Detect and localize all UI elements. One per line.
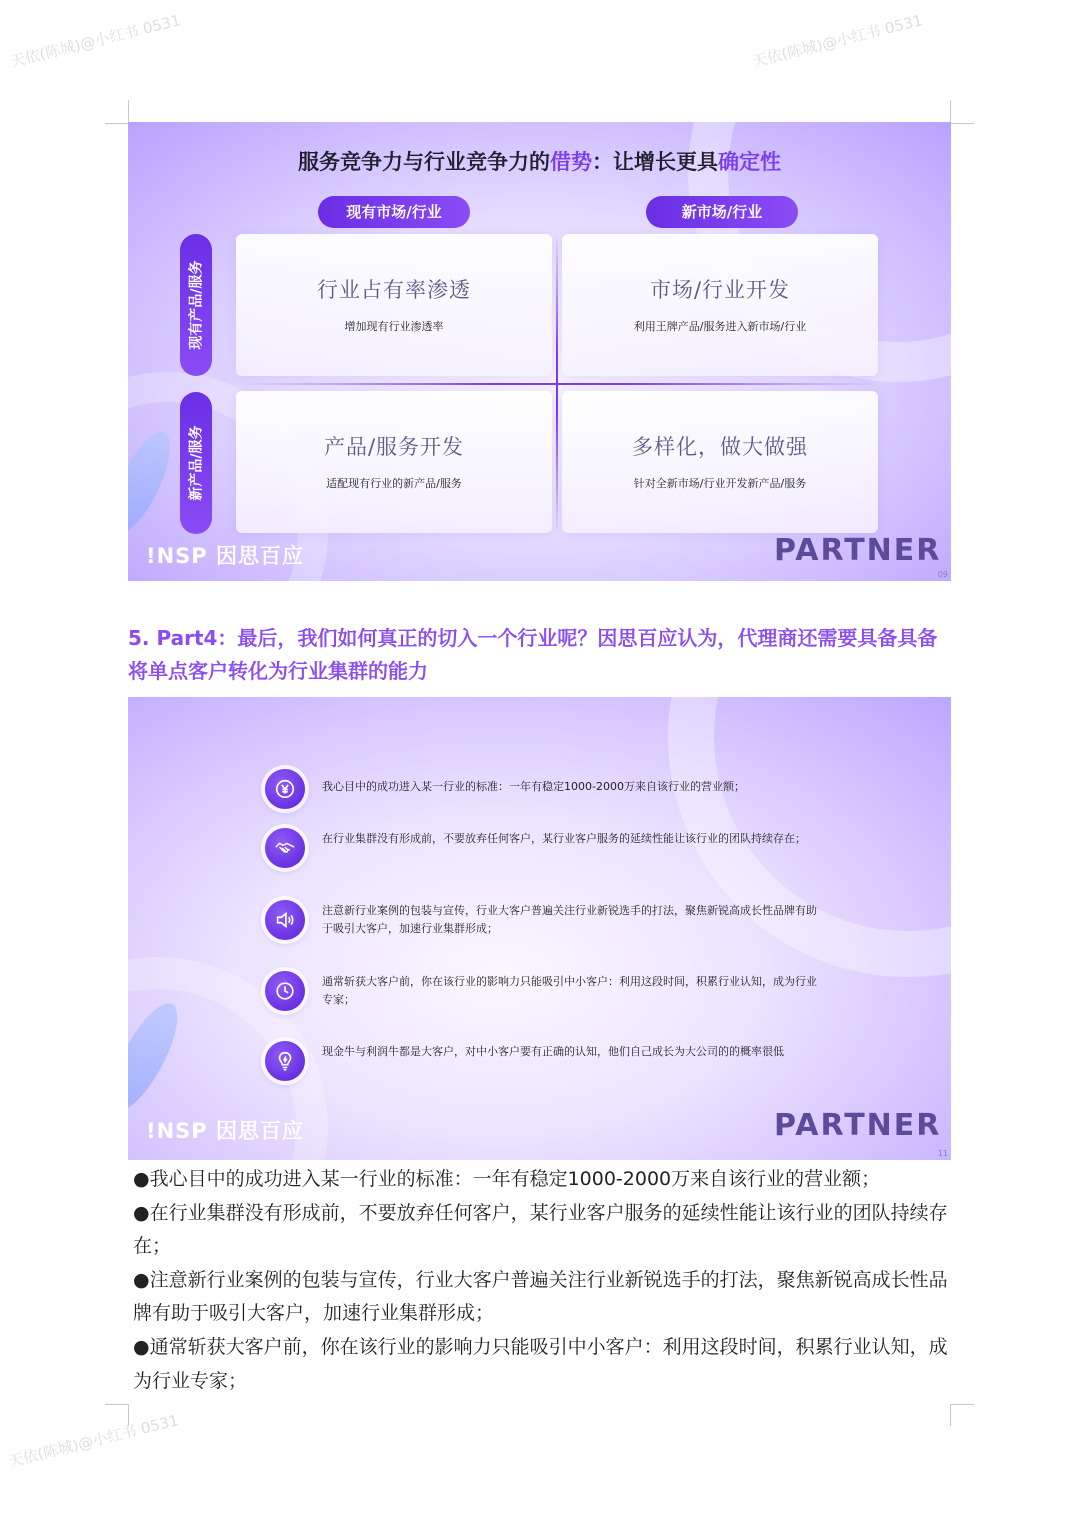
row-label-existing-product: 现有产品/服务 — [180, 234, 212, 376]
slide-growth-matrix — [128, 122, 951, 581]
row-label-new-product: 新产品/服务 — [180, 392, 212, 534]
quadrant-diversification — [562, 391, 878, 533]
body-paragraph: ●通常斩获大客户前，你在该行业的影响力只能吸引中小客户：利用这段时间，积累行业认知，成为行业专家； — [133, 1335, 948, 1392]
crop-mark-top-left — [105, 100, 129, 124]
quadrant-title: 市场/行业开发 — [649, 278, 791, 302]
bullet-item: 现金牛与利润牛都是大客户，对中小客户要有正确的认知，他们自己成长为大公司的的概率很低 — [265, 1041, 825, 1081]
lightbulb-icon — [265, 1041, 305, 1081]
column-label-existing-market: 现有市场/行业 — [318, 196, 470, 228]
slide-industry-cluster — [128, 697, 951, 1160]
section-heading: 5. Part4：最后，我们如何真正的切入一个行业呢？因思百应认为，代理商还需要具备具备将单点客户转化为行业集群的能力 — [128, 626, 938, 683]
partner-logo: PARTNER — [774, 1108, 942, 1143]
slide-page-number: 09 — [937, 570, 948, 579]
crop-mark-top-right — [950, 100, 974, 124]
body-paragraph: ●我心目中的成功进入某一行业的标准：一年有稳定1000-2000万来自该行业的营业额； — [133, 1168, 881, 1190]
quadrant-title: 多样化，做大做强 — [632, 435, 808, 459]
slide-title: 服务竞争力与行业竞争力的借势：让增长更具确定性 — [298, 150, 781, 174]
bullet-item: 注意新行业案例的包装与宣传，行业大客户普遍关注行业新锐选手的打法，聚焦新锐高成长性品牌有助于吸引大客户，加速行业集群形成； — [265, 900, 825, 940]
quadrant-title: 产品/服务开发 — [323, 435, 465, 459]
watermark: 天依(陈城)@小红书 0531 — [6, 1411, 181, 1471]
bullet-item: 通常斩获大客户前，你在该行业的影响力只能吸引中小客户：利用这段时间，积累行业认知，成为行业专家； — [265, 971, 825, 1011]
quadrant-subtitle: 增加现有行业渗透率 — [344, 320, 444, 333]
insp-logo: !NSP 因思百应 — [146, 544, 304, 568]
handshake-icon — [265, 828, 305, 868]
body-paragraph: ●在行业集群没有形成前，不要放弃任何客户，某行业客户服务的延续性能让该行业的团队持续存在； — [133, 1201, 948, 1258]
body-text — [133, 1163, 951, 1398]
quadrant-market-development — [562, 234, 878, 376]
clock-icon — [265, 971, 305, 1011]
quadrant-market-penetration — [236, 234, 552, 376]
body-paragraph: ●注意新行业案例的包装与宣传，行业大客户普遍关注行业新锐选手的打法，聚焦新锐高成长性品牌有助于吸引大客户，加速行业集群形成； — [133, 1268, 948, 1325]
watermark: 天依(陈城)@小红书 0531 — [750, 11, 925, 71]
quadrant-subtitle: 针对全新市场/行业开发新产品/服务 — [633, 477, 807, 490]
bullet-item: 在行业集群没有形成前，不要放弃任何客户，某行业客户服务的延续性能让该行业的团队持续存在； — [265, 828, 825, 868]
column-label-new-market: 新市场/行业 — [646, 196, 798, 228]
quadrant-product-development — [236, 391, 552, 533]
matrix-divider-horizontal — [240, 383, 880, 385]
quadrant-subtitle: 利用王牌产品/服务进入新市场/行业 — [633, 320, 807, 333]
bullet-item: 我心目中的成功进入某一行业的标准：一年有稳定1000-2000万来自该行业的营业额； — [265, 769, 825, 809]
crop-mark-bottom-right — [950, 1404, 974, 1426]
slide-page-number: 11 — [937, 1149, 948, 1158]
quadrant-title: 行业占有率渗透 — [317, 278, 471, 302]
watermark: 天依(陈城)@小红书 0531 — [8, 11, 183, 71]
speaker-icon — [265, 900, 305, 940]
insp-logo: !NSP 因思百应 — [146, 1119, 304, 1143]
partner-logo: PARTNER — [774, 533, 942, 568]
yen-icon — [265, 769, 305, 809]
quadrant-subtitle: 适配现有行业的新产品/服务 — [326, 477, 462, 490]
